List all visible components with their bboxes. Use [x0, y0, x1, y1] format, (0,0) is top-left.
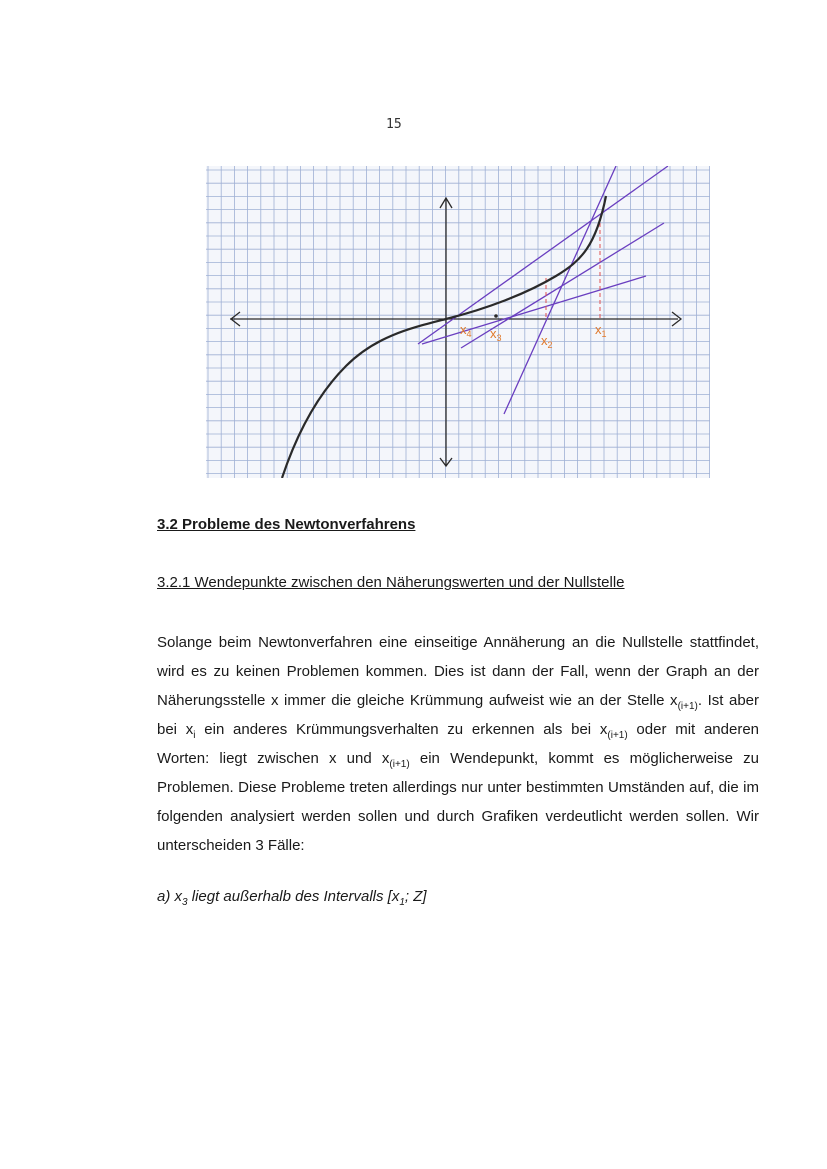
- label-x2: $x_2$: [541, 333, 553, 350]
- paragraph-subscript: (i+1): [677, 701, 698, 712]
- paragraph-text: ein anderes Krümmungsverhalten zu erkennen als bei x: [195, 721, 608, 738]
- graph-paper-grid: [206, 166, 710, 478]
- paragraph-text: oder mit anderen Worten: liegt zwischen x und x: [157, 721, 760, 767]
- section-heading: 3.2 Probleme des Newtonverfahrens: [157, 516, 416, 533]
- paragraph-subscript: i: [193, 730, 196, 741]
- paragraph-text: Solange beim Newtonverfahren eine einseitige Annäherung an die Nullstelle stattfindet, wird es zu keinen Problemen kommen. Dies ist dann der Fall, wenn der Graph an der Näherungsstelle x immer die gleiche Krümmung aufweist wie an der Stelle x: [157, 634, 759, 709]
- point-on-axis-x3: [494, 314, 498, 318]
- coordinate-axes: [230, 198, 681, 466]
- case-text: a) x: [157, 888, 183, 905]
- paragraph-text: ein Wendepunkt, kommt es möglicherweise zu Problemen. Diese Probleme treten allerdings nur unter bestimmten Umständen auf, die im folgenden analysiert werden sollen und durch Grafiken verdeutlicht werden sollen. Wir unterscheiden 3 Fälle:: [157, 750, 759, 854]
- label-x1: $x_1$: [595, 322, 607, 339]
- page-number: 15: [386, 117, 402, 132]
- paragraph-subscript: (i+1): [389, 759, 410, 770]
- figure-canvas: [206, 166, 710, 478]
- label-x3: $x_3$: [490, 326, 502, 343]
- tangent-line-4: [422, 276, 646, 344]
- case-a-heading: [157, 888, 427, 908]
- paragraph-subscript: (i+1): [607, 730, 628, 741]
- case-text: liegt außerhalb des Intervalls [x: [187, 888, 400, 905]
- case-text: ; Z]: [404, 888, 427, 905]
- newton-method-figure: [206, 166, 710, 478]
- label-x4: $x_4$: [460, 322, 472, 339]
- case-subscript: 1: [399, 897, 405, 908]
- subsection-heading: 3.2.1 Wendepunkte zwischen den Näherungswerten und der Nullstelle: [157, 574, 625, 591]
- case-subscript: 3: [182, 897, 188, 908]
- paragraph-text: . Ist aber bei x: [157, 692, 760, 738]
- body-paragraph: [157, 628, 759, 860]
